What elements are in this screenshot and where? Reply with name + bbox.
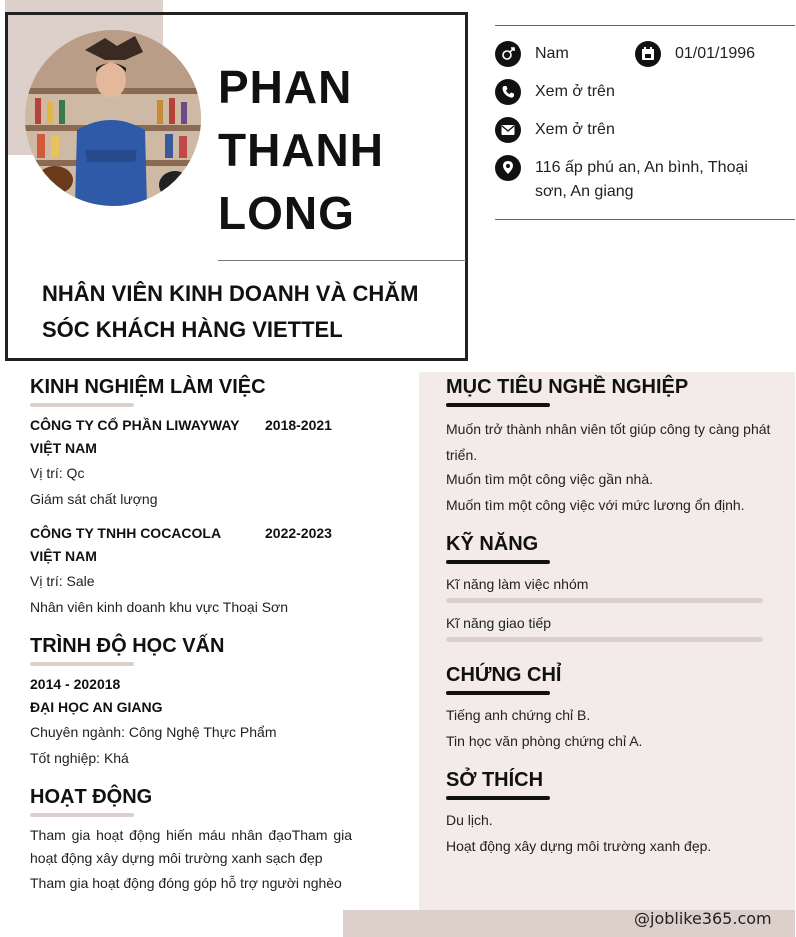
experience-2-period: 2022-2023 [265,525,332,541]
name-line-1: PHAN [218,61,353,113]
education-period: 2014 - 202018 [30,676,121,692]
name-line-3: LONG [218,187,355,239]
education-school: ĐẠI HỌC AN GIANG [30,699,163,715]
contact-divider-bottom [495,219,795,220]
experience-1-position: Vị trí: Qc [30,465,85,481]
skill-item-1: Kĩ năng làm việc nhóm [446,576,589,592]
certificates-title-underline [446,691,550,695]
experience-2-position: Vị trí: Sale [30,573,95,589]
hobby-item-1: Du lịch. [446,812,493,828]
objective-item-2: Muốn tìm một công việc gần nhà. [446,471,653,487]
experience-1-period: 2018-2021 [265,417,332,433]
gender-text: Nam [535,45,569,62]
skills-title-underline [446,560,550,564]
hobbies-section-title: SỞ THÍCH [446,769,544,791]
objective-section-title: MỤC TIÊU NGHỀ NGHIỆP [446,376,689,398]
birthday-text: 01/01/1996 [675,45,756,62]
calendar-icon [635,41,661,67]
skill-item-2: Kĩ năng giao tiếp [446,615,552,631]
certificates-section-title: CHỨNG CHỈ [446,664,562,686]
location-icon [495,155,521,181]
objective-title-underline [446,403,550,407]
education-major: Chuyên ngành: Công Nghệ Thực Phẩm [30,724,277,740]
phone-text: Xem ở trên [535,83,615,100]
certificate-item-2: Tin học văn phòng chứng chỉ A. [446,733,643,749]
gender-icon [495,41,521,67]
education-section-title: TRÌNH ĐỘ HỌC VẤN [30,635,225,657]
activity-item-2: Tham gia hoạt động đóng góp hỗ trợ người nghèo [30,875,342,891]
experience-title-underline [30,403,134,407]
hobbies-title-underline [446,796,550,800]
email-icon [495,117,521,143]
email-text: Xem ở trên [535,121,615,138]
experience-1-company: CÔNG TY CỔ PHẦN LIWAYWAY VIỆT NAM [30,417,240,456]
address-text: 116 ấp phú an, An bình, Thoại sơn, An giang [535,159,748,200]
activities-section-title: HOẠT ĐỘNG [30,786,153,808]
certificate-item-1: Tiếng anh chứng chỉ B. [446,707,591,723]
skills-section-title: KỸ NĂNG [446,533,539,555]
candidate-name [218,56,384,245]
watermark-text: @joblike365.com [634,909,772,928]
skill-2-bar [446,637,763,642]
experience-2-company: CÔNG TY TNHH COCACOLA VIỆT NAM [30,525,221,564]
activity-item-1: Tham gia hoạt động hiến máu nhân đạoTham gia hoạt động xây dựng môi trường xanh sạch đẹp [30,827,352,866]
contact-divider-top [495,25,795,26]
hobby-item-2: Hoạt động xây dựng môi trường xanh đẹp. [446,838,712,854]
name-line-2: THANH [218,124,384,176]
experience-1-description: Giám sát chất lượng [30,491,158,507]
job-title: NHÂN VIÊN KINH DOANH VÀ CHĂM SÓC KHÁCH HÀNG VIETTEL [42,281,419,342]
skill-1-bar [446,598,763,603]
name-divider [218,260,466,261]
phone-icon [495,79,521,105]
education-grade: Tốt nghiệp: Khá [30,750,129,766]
objective-item-1: Muốn trở thành nhân viên tốt giúp công ty càng phát triển. [446,421,771,463]
objective-item-3: Muốn tìm một công việc với mức lương ổn định. [446,497,745,513]
avatar [25,30,201,206]
experience-section-title: KINH NGHIỆM LÀM VIỆC [30,376,266,398]
education-title-underline [30,662,134,666]
experience-2-description: Nhân viên kinh doanh khu vực Thoại Sơn [30,599,289,615]
activities-title-underline [30,813,134,817]
